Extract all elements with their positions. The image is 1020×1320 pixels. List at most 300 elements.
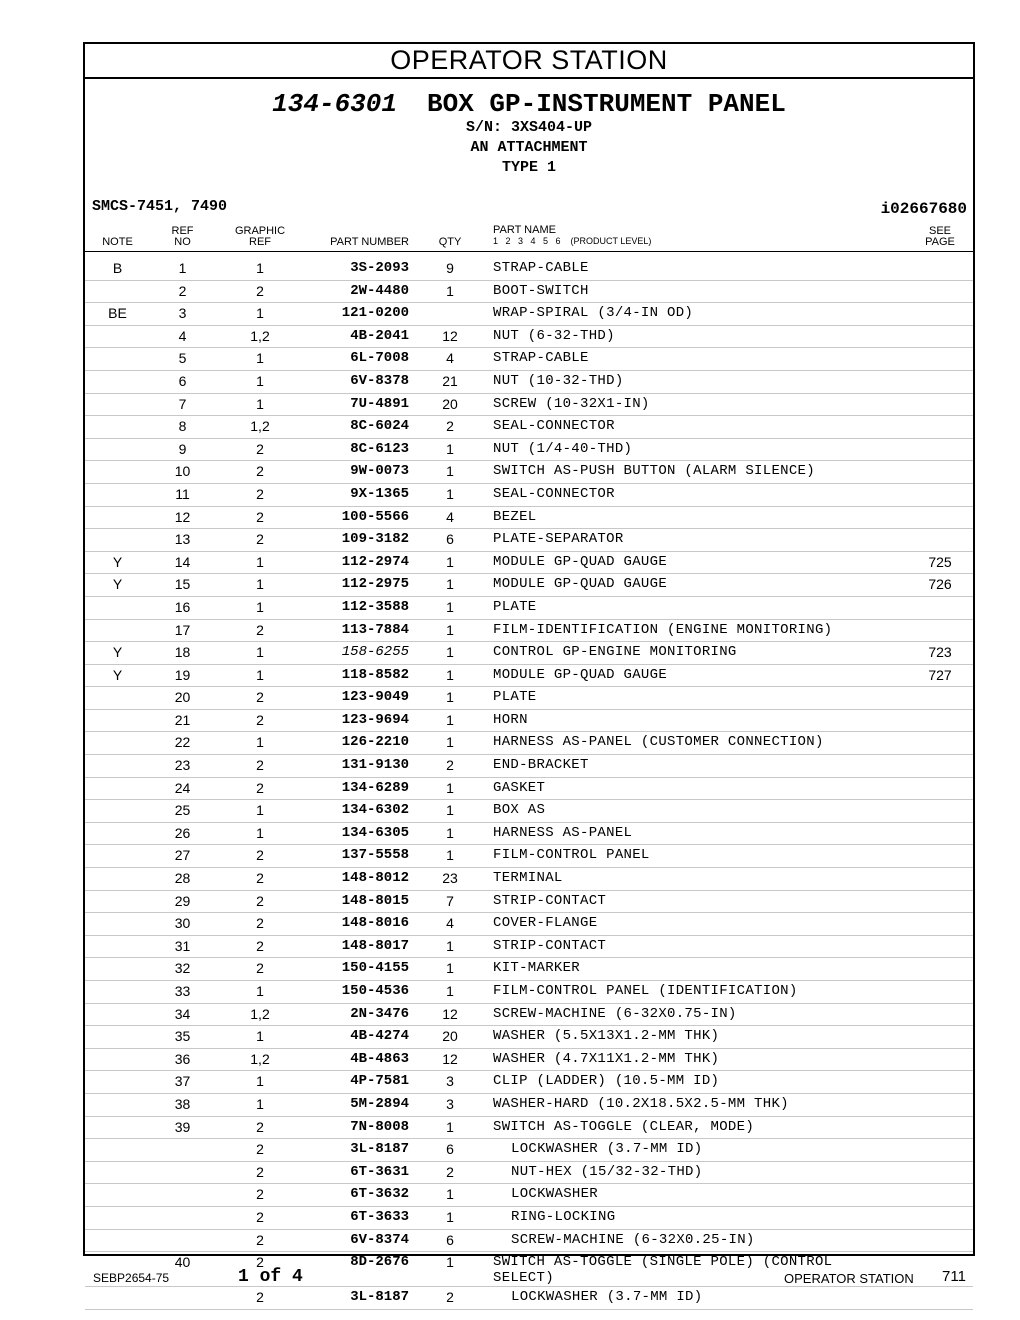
graphic-ref-cell: 1 <box>256 350 264 367</box>
part-number-cell: 7U-4891 <box>350 395 409 412</box>
graphic-ref-cell: 1 <box>256 260 264 276</box>
table-row <box>85 1162 973 1185</box>
part-name-cell: STRIP-CONTACT <box>493 892 607 909</box>
page-number: 711 <box>942 1268 966 1285</box>
table-row <box>85 1287 973 1310</box>
col-product-level: 1 2 3 4 5 6 (PRODUCT LEVEL) <box>493 236 652 246</box>
table-row <box>85 936 973 959</box>
ref-no-cell: 19 <box>174 666 191 683</box>
ref-no-cell: 28 <box>174 870 191 887</box>
ref-no-cell: 34 <box>174 1005 191 1022</box>
part-name-cell: MODULE GP-QUAD GAUGE <box>493 576 668 593</box>
part-number-cell: 112-2974 <box>341 553 409 570</box>
table-row <box>85 529 973 552</box>
table-row <box>85 732 973 755</box>
part-number-cell: 9W-0073 <box>350 463 409 480</box>
qty-cell: 1 <box>446 598 454 615</box>
part-number-cell: 4P-7581 <box>350 1073 409 1090</box>
table-row <box>85 958 973 981</box>
table-row <box>85 281 973 304</box>
table-row <box>85 868 973 891</box>
col-see-top: SEE <box>928 225 951 237</box>
part-number-cell: 112-2975 <box>341 576 409 593</box>
graphic-ref-cell: 1 <box>256 734 264 751</box>
qty-cell: 20 <box>442 1028 458 1045</box>
parts-list <box>85 258 973 1310</box>
ref-no-cell: 40 <box>174 1254 191 1271</box>
part-name-cell: COVER-FLANGE <box>493 915 598 932</box>
graphic-ref-cell: 1 <box>256 305 264 322</box>
qty-cell: 12 <box>442 1050 458 1067</box>
graphic-ref-cell: 2 <box>256 621 264 638</box>
part-number-cell: 118-8582 <box>341 666 409 683</box>
part-number-cell: 6T-3632 <box>350 1186 409 1203</box>
graphic-ref-cell: 2 <box>256 463 264 480</box>
part-number-cell: 3L-8187 <box>350 1289 409 1306</box>
part-number-cell: 148-8012 <box>341 870 409 887</box>
note-cell: Y <box>112 553 123 570</box>
ref-no-cell: 21 <box>174 711 191 728</box>
graphic-ref-cell: 2 <box>256 1186 264 1203</box>
footer-section: OPERATOR STATION <box>784 1271 914 1286</box>
col-ref-bottom: NO <box>174 236 191 248</box>
part-number-cell: 8C-6123 <box>350 440 409 457</box>
graphic-ref-cell: 2 <box>256 508 264 525</box>
qty-cell: 1 <box>446 937 454 954</box>
graphic-ref-cell: 2 <box>256 937 264 954</box>
part-name-cell: NUT (10-32-THD) <box>493 372 624 389</box>
see-page-cell: 726 <box>928 576 952 593</box>
qty-cell: 1 <box>446 802 454 819</box>
part-number-cell: 4B-4274 <box>350 1028 409 1045</box>
ref-no-cell: 13 <box>174 531 191 548</box>
note-cell: Y <box>112 576 123 593</box>
ref-no-cell: 18 <box>174 644 191 661</box>
part-name-cell: WASHER-HARD (10.2X18.5X2.5-MM THK) <box>493 1095 789 1112</box>
graphic-ref-cell: 2 <box>256 870 264 887</box>
part-name-cell: BOOT-SWITCH <box>493 282 589 299</box>
table-row <box>85 1026 973 1049</box>
part-name-cell: CLIP (LADDER) (10.5-MM ID) <box>493 1073 720 1090</box>
graphic-ref-cell: 2 <box>256 531 264 548</box>
page-of: 1 of 4 <box>238 1267 303 1287</box>
table-row <box>85 823 973 846</box>
part-name-cell: HORN <box>493 711 528 728</box>
graphic-ref-cell: 1 <box>256 802 264 819</box>
attachment-line: AN ATTACHMENT <box>470 139 588 156</box>
part-name-cell: SEAL-CONNECTOR <box>493 418 615 435</box>
ref-no-cell: 29 <box>174 892 191 909</box>
part-number-cell: 6T-3633 <box>350 1208 409 1225</box>
part-name-cell: SCREW-MACHINE (6-32X0.25-IN) <box>511 1231 755 1248</box>
part-name-cell: MODULE GP-QUAD GAUGE <box>493 553 668 570</box>
ref-no-cell: 7 <box>178 395 187 412</box>
table-row <box>85 665 973 688</box>
part-name-cell: CONTROL GP-ENGINE MONITORING <box>493 644 737 661</box>
qty-cell: 1 <box>446 576 454 593</box>
ref-no-cell: 23 <box>174 757 191 774</box>
graphic-ref-cell: 2 <box>256 440 264 457</box>
qty-cell: 1 <box>446 621 454 638</box>
qty-cell: 9 <box>446 260 454 276</box>
ref-no-cell: 6 <box>178 372 187 389</box>
qty-cell: 2 <box>446 1289 454 1306</box>
graphic-ref-cell: 2 <box>256 779 264 796</box>
table-row <box>85 620 973 643</box>
part-number-cell: 134-6305 <box>341 824 409 841</box>
graphic-ref-cell: 1 <box>256 1095 264 1112</box>
part-name-cell: SWITCH AS-TOGGLE (CLEAR, MODE) <box>493 1118 755 1135</box>
part-name-cell: FILM-CONTROL PANEL (IDENTIFICATION) <box>493 983 798 999</box>
part-name-cell: SCREW-MACHINE (6-32X0.75-IN) <box>493 1005 737 1022</box>
ref-no-cell: 9 <box>178 440 187 457</box>
note-cell: B <box>112 260 123 276</box>
table-row <box>85 1139 973 1162</box>
table-row <box>85 439 973 462</box>
part-name-cell: LOCKWASHER <box>511 1186 599 1203</box>
ref-no-cell: 36 <box>174 1050 191 1067</box>
graphic-ref-cell: 2 <box>256 689 264 706</box>
qty-cell: 6 <box>446 531 454 548</box>
part-number-cell: 6V-8374 <box>350 1231 409 1248</box>
table-row <box>85 845 973 868</box>
part-name-cell: HARNESS AS-PANEL (CUSTOMER CONNECTION) <box>493 734 824 751</box>
ref-no-cell: 24 <box>174 779 191 796</box>
graphic-ref-cell: 2 <box>256 1141 264 1158</box>
qty-cell: 3 <box>446 1095 454 1112</box>
qty-cell: 1 <box>446 644 454 661</box>
serial-range: S/N: 3XS404-UP <box>465 119 593 136</box>
part-number-cell: 100-5566 <box>341 508 409 525</box>
part-number-cell: 4B-4863 <box>350 1050 409 1067</box>
graphic-ref-cell: 2 <box>256 915 264 932</box>
part-number-cell: 131-9130 <box>341 757 409 774</box>
ref-no-cell: 15 <box>174 576 191 593</box>
smcs-code: SMCS-7451, 7490 <box>92 198 228 215</box>
graphic-ref-cell: 2 <box>256 282 264 299</box>
qty-cell: 1 <box>446 463 454 480</box>
ref-no-cell: 25 <box>174 802 191 819</box>
part-number-cell: 5M-2894 <box>350 1095 409 1112</box>
ref-no-cell: 38 <box>174 1095 191 1112</box>
part-number-cell: 158-6255 <box>341 644 409 661</box>
ref-no-cell: 22 <box>174 734 191 751</box>
qty-cell: 12 <box>442 1005 458 1022</box>
graphic-ref-cell: 2 <box>256 1163 264 1180</box>
col-see-bottom: PAGE <box>925 236 955 248</box>
qty-cell: 1 <box>446 960 454 977</box>
qty-cell: 1 <box>446 983 454 999</box>
part-number-cell: 6L-7008 <box>350 350 409 367</box>
table-row <box>85 1094 973 1117</box>
table-row <box>85 755 973 778</box>
document-id: SEBP2654-75 <box>93 1271 170 1285</box>
table-row <box>85 687 973 710</box>
table-row <box>85 891 973 914</box>
graphic-ref-cell: 2 <box>256 1254 264 1271</box>
type-line: TYPE 1 <box>501 159 556 176</box>
table-row <box>85 507 973 530</box>
ref-no-cell: 33 <box>174 983 191 999</box>
graphic-ref-cell: 1 <box>256 553 264 570</box>
table-row <box>85 574 973 597</box>
part-number-cell: 6T-3631 <box>350 1163 409 1180</box>
graphic-ref-cell: 1 <box>256 644 264 661</box>
qty-cell: 1 <box>446 1208 454 1225</box>
graphic-ref-cell: 1 <box>256 666 264 683</box>
part-number-cell: 6V-8378 <box>350 372 409 389</box>
part-number-cell: 2N-3476 <box>350 1005 409 1022</box>
part-name-cell: PLATE <box>493 598 537 615</box>
qty-cell: 2 <box>446 757 454 774</box>
part-name-cell: GASKET <box>493 779 546 796</box>
part-number-cell: 109-3182 <box>341 531 409 548</box>
graphic-ref-cell: 1 <box>256 395 264 412</box>
ref-no-cell: 5 <box>178 350 187 367</box>
assembly-name: BOX GP-INSTRUMENT PANEL <box>426 89 786 119</box>
part-number-cell: 3L-8187 <box>350 1141 409 1158</box>
part-number-cell: 112-3588 <box>341 598 409 615</box>
graphic-ref-cell: 2 <box>256 485 264 502</box>
part-number-cell: 150-4536 <box>341 983 409 999</box>
ref-no-cell: 4 <box>178 327 187 344</box>
col-note: NOTE <box>102 236 133 248</box>
table-row <box>85 1004 973 1027</box>
part-number-cell: 123-9694 <box>341 711 409 728</box>
part-name-cell: WASHER (4.7X11X1.2-MM THK) <box>493 1050 720 1067</box>
see-page-cell: 723 <box>928 644 952 661</box>
col-ref-top: REF <box>171 225 194 237</box>
part-name-cell: STRAP-CABLE <box>493 260 589 276</box>
graphic-ref-cell: 1,2 <box>250 1005 270 1022</box>
qty-cell: 1 <box>446 779 454 796</box>
graphic-ref-cell: 2 <box>256 847 264 864</box>
table-row <box>85 461 973 484</box>
qty-cell: 1 <box>446 440 454 457</box>
table-row <box>85 642 973 665</box>
col-qty: QTY <box>438 236 462 248</box>
part-name-cell: STRAP-CABLE <box>493 350 589 367</box>
part-number-cell: 8C-6024 <box>350 418 409 435</box>
table-row <box>85 552 973 575</box>
graphic-ref-cell: 1 <box>256 1028 264 1045</box>
table-row <box>85 1184 973 1207</box>
part-name-cell: STRIP-CONTACT <box>493 937 607 954</box>
graphic-ref-cell: 1,2 <box>250 418 270 435</box>
part-name-cell: RING-LOCKING <box>511 1208 616 1225</box>
ref-no-cell: 26 <box>174 824 191 841</box>
qty-cell: 1 <box>446 711 454 728</box>
part-name-cell: PLATE <box>493 689 537 706</box>
qty-cell: 1 <box>446 282 454 299</box>
part-name-cell: MODULE GP-QUAD GAUGE <box>493 666 668 683</box>
qty-cell: 1 <box>446 824 454 841</box>
ref-no-cell: 11 <box>175 485 190 502</box>
ref-no-cell: 32 <box>174 960 191 977</box>
part-name-cell: END-BRACKET <box>493 757 589 774</box>
ref-no-cell: 20 <box>174 689 191 706</box>
col-graphic-bottom: REF <box>249 236 271 248</box>
ref-no-cell: 37 <box>174 1073 191 1090</box>
graphic-ref-cell: 1 <box>256 1073 264 1090</box>
table-row <box>85 981 973 1004</box>
part-number-cell: 113-7884 <box>341 621 409 638</box>
qty-cell: 4 <box>446 350 454 367</box>
note-cell: Y <box>112 644 123 661</box>
qty-cell: 4 <box>446 508 454 525</box>
illustration-id: i02667680 <box>880 200 967 218</box>
part-name-cell: BOX AS <box>493 802 546 819</box>
graphic-ref-cell: 1,2 <box>250 327 270 344</box>
qty-cell: 1 <box>446 485 454 502</box>
assembly-title <box>85 90 973 118</box>
qty-cell: 6 <box>446 1231 454 1248</box>
ref-no-cell: 14 <box>174 553 191 570</box>
graphic-ref-cell: 2 <box>256 757 264 774</box>
part-number-cell: 7N-8008 <box>350 1118 409 1135</box>
graphic-ref-cell: 2 <box>256 711 264 728</box>
see-page-cell: 725 <box>928 553 952 570</box>
ref-no-cell: 3 <box>178 305 187 322</box>
table-row <box>85 800 973 823</box>
qty-cell: 4 <box>446 915 454 932</box>
ref-no-cell: 10 <box>174 463 191 480</box>
graphic-ref-cell: 2 <box>256 1289 264 1306</box>
table-row <box>85 326 973 349</box>
qty-cell: 3 <box>446 1073 454 1090</box>
table-row <box>85 913 973 936</box>
qty-cell: 20 <box>442 395 458 412</box>
part-name-cell: KIT-MARKER <box>493 960 581 977</box>
ref-no-cell: 1 <box>178 260 187 276</box>
qty-cell: 1 <box>446 553 454 570</box>
part-number-cell: 126-2210 <box>341 734 409 751</box>
assembly-header <box>85 90 973 258</box>
qty-cell: 1 <box>446 689 454 706</box>
qty-cell: 1 <box>446 1254 454 1271</box>
section-title: OPERATOR STATION <box>85 44 973 79</box>
ref-no-cell: 39 <box>174 1118 191 1135</box>
part-name-cell: WASHER (5.5X13X1.2-MM THK) <box>493 1028 720 1045</box>
part-name-cell: SWITCH AS-TOGGLE (SINGLE POLE) (CONTROL SELECT) <box>493 1254 833 1287</box>
table-row <box>85 1207 973 1230</box>
part-number-cell: 134-6289 <box>341 779 409 796</box>
qty-cell: 1 <box>446 734 454 751</box>
col-graphic-top: GRAPHIC <box>234 225 286 237</box>
ref-no-cell: 27 <box>174 847 191 864</box>
part-name-cell: SCREW (10-32X1-IN) <box>493 395 650 412</box>
graphic-ref-cell: 2 <box>256 1231 264 1248</box>
part-name-cell: NUT (1/4-40-THD) <box>493 440 633 457</box>
qty-cell: 2 <box>446 1163 454 1180</box>
part-number-cell: 8D-2676 <box>350 1254 409 1271</box>
table-row <box>85 348 973 371</box>
part-number-cell: 148-8015 <box>341 892 409 909</box>
part-number-cell: 3S-2093 <box>350 260 409 276</box>
graphic-ref-cell: 2 <box>256 892 264 909</box>
part-number-cell: 121-0200 <box>341 305 409 322</box>
part-name-cell: FILM-CONTROL PANEL <box>493 847 650 864</box>
ref-no-cell: 2 <box>178 282 187 299</box>
note-cell: BE <box>108 305 127 322</box>
part-number-cell: 9X-1365 <box>350 485 409 502</box>
table-row <box>85 1049 973 1072</box>
part-number-cell: 134-6302 <box>341 802 409 819</box>
part-name-cell: BEZEL <box>493 508 537 525</box>
column-header-row <box>85 224 973 252</box>
part-name-cell: FILM-IDENTIFICATION (ENGINE MONITORING) <box>493 621 833 638</box>
see-page-cell: 727 <box>928 666 952 683</box>
table-row <box>85 1071 973 1094</box>
table-row <box>85 484 973 507</box>
part-name-cell: NUT (6-32-THD) <box>493 327 615 344</box>
qty-cell: 23 <box>442 870 458 887</box>
qty-cell: 6 <box>446 1141 454 1158</box>
ref-no-cell: 8 <box>178 418 187 435</box>
part-name-cell: HARNESS AS-PANEL <box>493 824 633 841</box>
part-name-cell: LOCKWASHER (3.7-MM ID) <box>511 1141 703 1158</box>
part-number-cell: 2W-4480 <box>350 282 409 299</box>
graphic-ref-cell: 1 <box>256 598 264 615</box>
qty-cell: 12 <box>442 327 458 344</box>
ref-no-cell: 31 <box>174 937 191 954</box>
ref-no-cell: 12 <box>174 508 191 525</box>
table-row <box>85 416 973 439</box>
assembly-part-number: 134-6301 <box>272 89 397 119</box>
ref-no-cell: 16 <box>174 598 191 615</box>
graphic-ref-cell: 2 <box>256 960 264 977</box>
table-row <box>85 778 973 801</box>
table-row <box>85 303 973 326</box>
table-row <box>85 597 973 620</box>
part-name-cell: TERMINAL <box>493 870 563 887</box>
graphic-ref-cell: 1 <box>256 372 264 389</box>
graphic-ref-cell: 1 <box>256 576 264 593</box>
graphic-ref-cell: 1 <box>256 983 264 999</box>
qty-cell: 1 <box>446 1118 454 1135</box>
qty-cell: 1 <box>446 847 454 864</box>
part-number-cell: 123-9049 <box>341 689 409 706</box>
table-row <box>85 258 973 281</box>
graphic-ref-cell: 2 <box>256 1208 264 1225</box>
qty-cell: 1 <box>446 666 454 683</box>
col-part-name: PART NAME <box>493 224 556 236</box>
ref-no-cell: 17 <box>174 621 191 638</box>
table-row <box>85 1117 973 1140</box>
qty-cell: 1 <box>446 1186 454 1203</box>
part-number-cell: 148-8016 <box>341 915 409 932</box>
qty-cell: 7 <box>446 892 454 909</box>
table-row <box>85 710 973 733</box>
qty-cell: 21 <box>442 372 458 389</box>
table-row <box>85 371 973 394</box>
part-number-cell: 4B-2041 <box>350 327 409 344</box>
part-number-cell: 148-8017 <box>341 937 409 954</box>
part-name-cell: WRAP-SPIRAL (3/4-IN OD) <box>493 305 694 322</box>
note-cell: Y <box>112 666 123 683</box>
part-name-cell: SEAL-CONNECTOR <box>493 485 615 502</box>
qty-cell: 2 <box>446 418 454 435</box>
part-number-cell: 150-4155 <box>341 960 409 977</box>
ref-no-cell: 30 <box>174 915 191 932</box>
part-name-cell: NUT-HEX (15/32-32-THD) <box>511 1163 703 1180</box>
table-row <box>85 1230 973 1253</box>
table-row <box>85 394 973 417</box>
part-name-cell: SWITCH AS-PUSH BUTTON (ALARM SILENCE) <box>493 463 815 480</box>
part-name-cell: PLATE-SEPARATOR <box>493 531 624 548</box>
part-number-cell: 137-5558 <box>341 847 409 864</box>
graphic-ref-cell: 2 <box>256 1118 264 1135</box>
